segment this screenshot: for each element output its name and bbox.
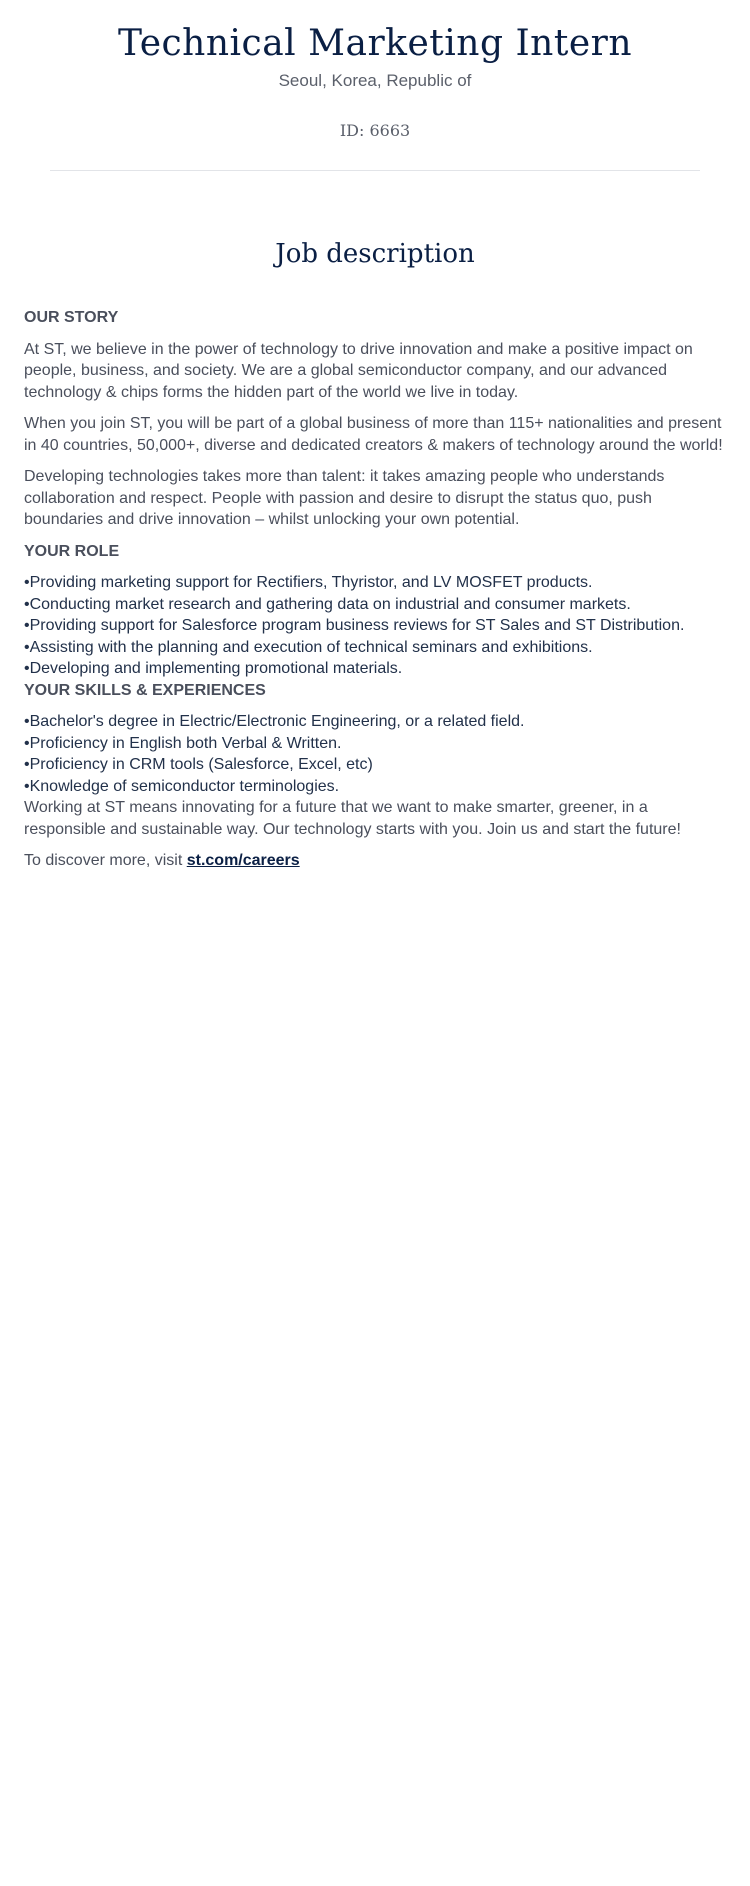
skills-item: •Knowledge of semiconductor terminologies. [24,777,340,795]
skills-list [24,711,726,797]
job-title: Technical Marketing Intern [117,23,633,64]
role-item: •Providing support for Salesforce program business reviews for ST Sales and ST Distribution. [24,617,685,634]
discover-more [24,850,726,872]
your-role-heading: YOUR ROLE [24,542,120,560]
role-list [24,572,726,680]
role-item: •Providing marketing support for Rectifiers, Thyristor, and LV MOSFET products. [24,574,593,591]
role-item: •Developing and implementing promotional materials. [24,660,403,677]
job-id: ID: 6663 [339,121,411,140]
job-description-title: Job description [275,239,475,269]
skills-item: •Bachelor's degree in Electric/Electronic Engineering, or a related field. [24,713,525,730]
skills-item: •Proficiency in English both Verbal & Written. [24,734,342,752]
story-paragraph: At ST, we believe in the power of technology to drive innovation and make a positive impact on people, business, and society. We are a global semiconductor company, and our advanced technology & chips forms the hidden part of the world we live in today. [24,340,693,401]
closing-paragraph: Working at ST means innovating for a future that we want to make smarter, greener, in a responsible and sustainable way. Our technology starts with you. Join us and start the future! [24,799,681,838]
header-divider [50,170,700,171]
role-item: •Assisting with the planning and execution of technical seminars and exhibitions. [24,638,593,656]
careers-link[interactable]: st.com/careers [186,852,300,869]
job-description-content [0,271,750,872]
skills-heading: YOUR SKILLS & EXPERIENCES [24,681,266,699]
story-paragraph: When you join ST, you will be part of a global business of more than 115+ nationalities and present in 40 countries, 50,000+, diverse and dedicated creators & makers of technology around the world! [24,415,723,454]
skills-item: •Proficiency in CRM tools (Salesforce, Excel, etc) [24,756,373,773]
story-paragraph: Developing technologies takes more than talent: it takes amazing people who understands collaboration and respect. People with passion and desire to disrupt the status quo, push boundaries and drive innovation – whilst unlocking your own potential. [24,468,665,528]
discover-text: To discover more, visit [24,852,187,869]
our-story-heading: OUR STORY [24,309,119,326]
role-item: •Conducting market research and gathering data on industrial and consumer markets. [24,595,631,613]
job-header [0,0,750,142]
job-location: Seoul, Korea, Republic of [278,71,472,90]
